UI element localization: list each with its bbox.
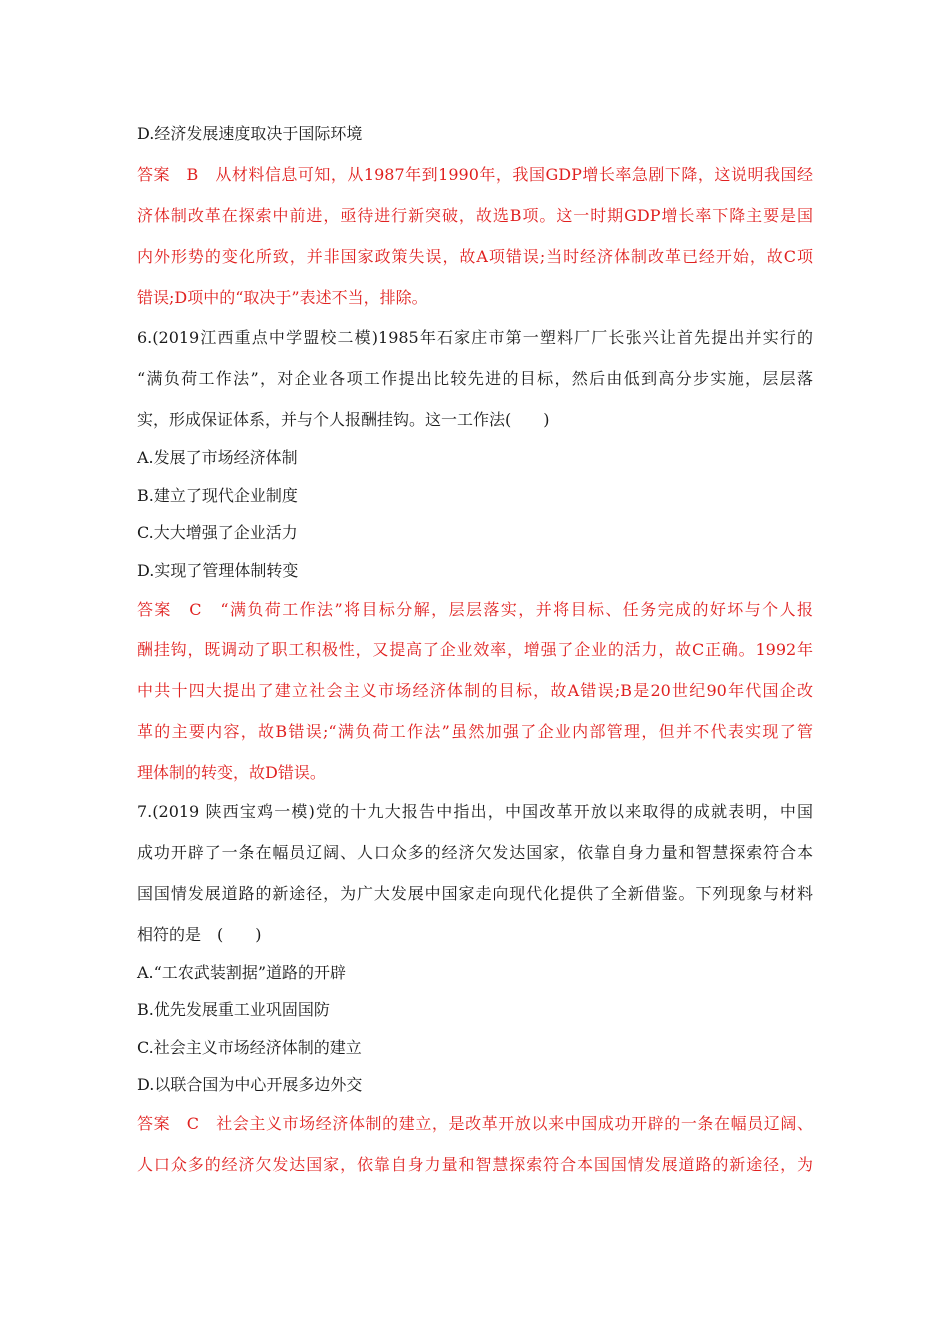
- answer-line: 理体制的转变，故D错误。: [137, 763, 326, 782]
- answer-line: 酬挂钩，既调动了职工积极性，又提高了企业效率，增强了企业的活力，故C正确。1992年: [137, 640, 813, 659]
- question-line: 成功开辟了一条在幅员辽阔、人口众多的经济欠发达国家，依靠自身力量和智慧探索符合本: [137, 843, 813, 862]
- answer-line: 中共十四大提出了建立社会主义市场经济体制的目标，故A错误;B是20世纪90年代国企改: [137, 681, 813, 700]
- option-line: D.实现了管理体制转变: [137, 561, 299, 580]
- answer-line: 答案 C “满负荷工作法”将目标分解，层层落实，并将目标、任务完成的好坏与个人报: [137, 600, 813, 619]
- answer-line: 济体制改革在探索中前进，亟待进行新突破，故选B项。这一时期GDP增长率下降主要是国: [137, 206, 813, 225]
- answer-line: 答案 B 从材料信息可知，从1987年到1990年，我国GDP增长率急剧下降，这说明我国经: [137, 165, 813, 184]
- question-line: 实，形成保证体系，并与个人报酬挂钩。这一工作法( ): [137, 410, 550, 429]
- question-line: 7.(2019 陕西宝鸡一模)党的十九大报告中指出，中国改革开放以来取得的成就表明，中国: [137, 802, 813, 821]
- answer-line: 错误;D项中的“取决于”表述不当，排除。: [137, 288, 428, 307]
- option-line: C.社会主义市场经济体制的建立: [137, 1038, 362, 1057]
- option-line: D.经济发展速度取决于国际环境: [137, 124, 363, 143]
- option-line: C.大大增强了企业活力: [137, 523, 298, 542]
- option-line: D.以联合国为中心开展多边外交: [137, 1075, 363, 1094]
- question-line: 6.(2019江西重点中学盟校二模)1985年石家庄市第一塑料厂厂长张兴让首先提出并实行的: [137, 328, 813, 347]
- question-line: “满负荷工作法”，对企业各项工作提出比较先进的目标，然后由低到高分步实施，层层落: [137, 369, 813, 388]
- question-line: 国国情发展道路的新途径，为广大发展中国家走向现代化提供了全新借鉴。下列现象与材料: [137, 884, 813, 903]
- answer-line: 人口众多的经济欠发达国家，依靠自身力量和智慧探索符合本国国情发展道路的新途径，为: [137, 1155, 813, 1174]
- answer-line: 革的主要内容，故B错误;“满负荷工作法”虽然加强了企业内部管理，但并不代表实现了管: [137, 722, 813, 741]
- option-line: A.“工农武装割据”道路的开辟: [137, 963, 347, 982]
- option-line: B.建立了现代企业制度: [137, 486, 298, 505]
- question-line: 相符的是 ( ): [137, 925, 262, 944]
- answer-line: 内外形势的变化所致，并非国家政策失误，故A项错误;当时经济体制改革已经开始，故C项: [137, 247, 813, 266]
- answer-line: 答案 C 社会主义市场经济体制的建立，是改革开放以来中国成功开辟的一条在幅员辽阔、: [137, 1114, 813, 1133]
- option-line: B.优先发展重工业巩固国防: [137, 1000, 330, 1019]
- option-line: A.发展了市场经济体制: [137, 448, 298, 467]
